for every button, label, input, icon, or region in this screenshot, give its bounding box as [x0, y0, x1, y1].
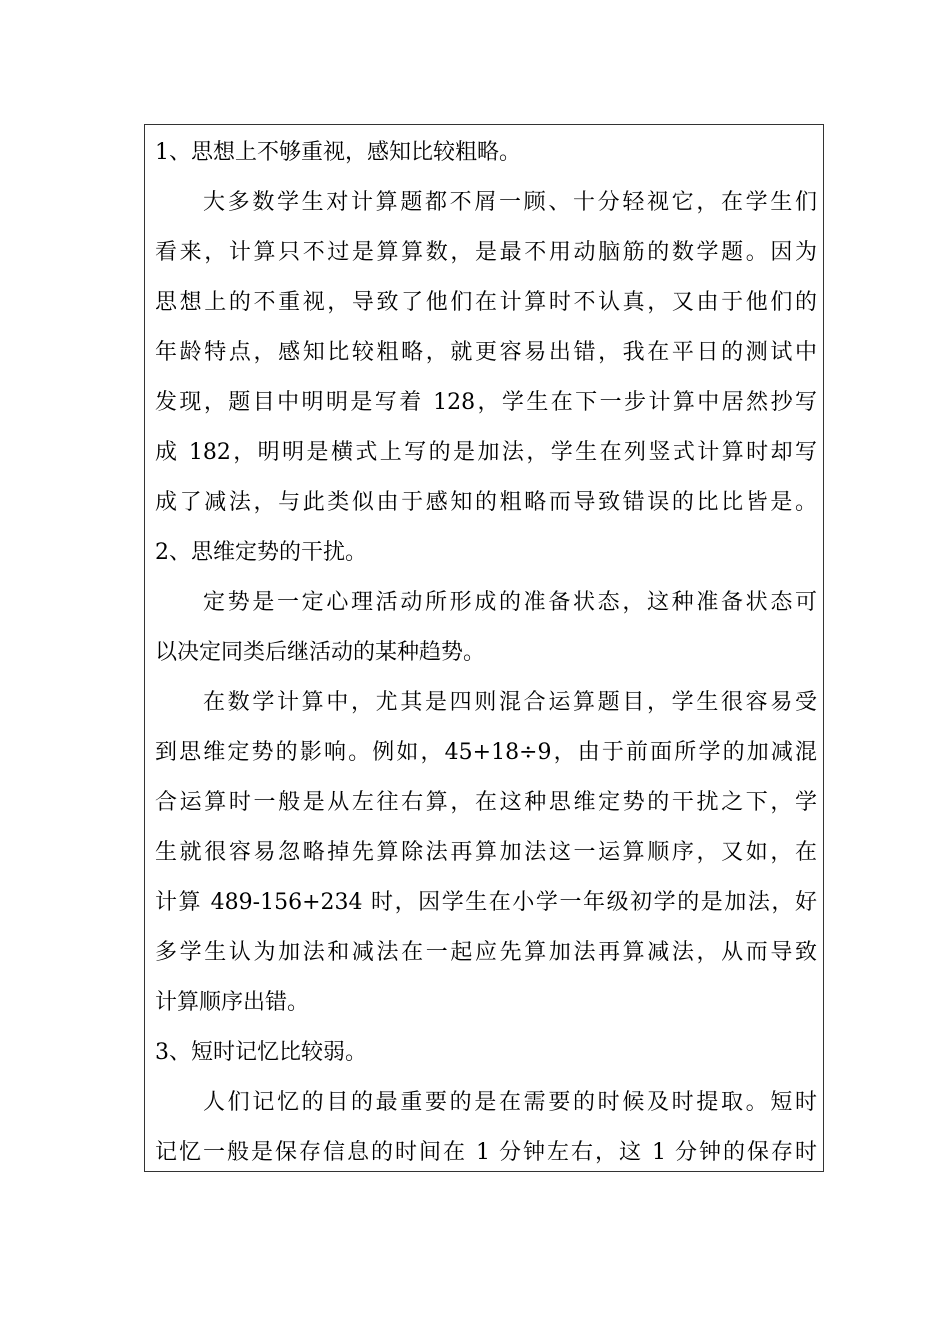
paragraph-line: 看来，计算只不过是算算数，是最不用动脑筋的数学题。因为: [155, 240, 817, 265]
paragraph-line: 思想上的不重视，导致了他们在计算时不认真，又由于他们的: [155, 290, 817, 315]
paragraph-line: 成 182，明明是横式上写的是加法，学生在列竖式计算时却写: [155, 440, 817, 465]
paragraph-line: 成了减法，与此类似由于感知的粗略而导致错误的比比皆是。: [155, 490, 817, 515]
paragraph-line: 大多数学生对计算题都不屑一顾、十分轻视它，在学生们: [203, 190, 817, 215]
paragraph-line: 到思维定势的影响。例如，45+18÷9，由于前面所学的加减混: [155, 740, 817, 765]
paragraph-line: 年龄特点，感知比较粗略，就更容易出错，我在平日的测试中: [155, 340, 817, 365]
paragraph-line: 在数学计算中，尤其是四则混合运算题目，学生很容易受: [203, 690, 817, 715]
paragraph-line: 记忆一般是保存信息的时间在 1 分钟左右，这 1 分钟的保存时: [155, 1140, 817, 1165]
paragraph-line: 计算 489-156+234 时，因学生在小学一年级初学的是加法，好: [155, 890, 817, 915]
paragraph-line: 发现，题目中明明是写着 128，学生在下一步计算中居然抄写: [155, 390, 817, 415]
paragraph-line: 计算顺序出错。: [155, 990, 310, 1015]
section-heading-2: 2、思维定势的干扰。: [155, 540, 367, 565]
section-heading-1: 1、思想上不够重视，感知比较粗略。: [155, 140, 521, 165]
paragraph-line: 人们记忆的目的最重要的是在需要的时候及时提取。短时: [203, 1090, 817, 1115]
paragraph-line: 生就很容易忽略掉先算除法再算加法这一运算顺序，又如，在: [155, 840, 817, 865]
section-heading-3: 3、短时记忆比较弱。: [155, 1040, 367, 1065]
paragraph-line: 合运算时一般是从左往右算，在这种思维定势的干扰之下，学: [155, 790, 817, 815]
paragraph-line: 以决定同类后继活动的某种趋势。: [155, 640, 486, 665]
paragraph-line: 多学生认为加法和减法在一起应先算加法再算减法，从而导致: [155, 940, 817, 965]
paragraph-line: 定势是一定心理活动所形成的准备状态，这种准备状态可: [203, 590, 817, 615]
